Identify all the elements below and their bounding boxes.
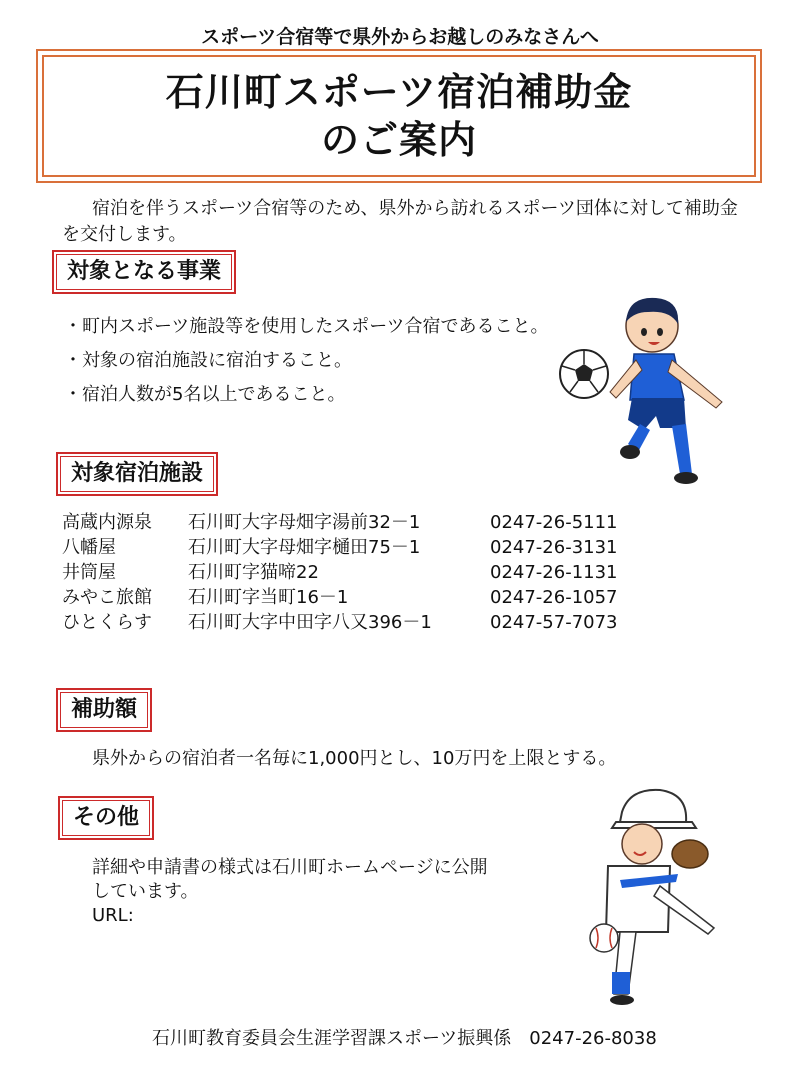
facility-name: 八幡屋 (62, 537, 116, 558)
list-item: ・対象の宿泊施設に宿泊すること。 (64, 350, 352, 371)
heading-amount-label: 補助額 (60, 692, 148, 728)
footer-contact: 石川町教育委員会生涯学習課スポーツ振興係 0247-26-8038 (152, 1028, 657, 1049)
facility-phone: 0247-26-1057 (490, 587, 618, 608)
table-row (62, 510, 618, 535)
facility-name: 高蔵内源泉 (62, 512, 152, 533)
table-row (62, 585, 618, 610)
title-line-1: 石川町スポーツ宿泊補助金 (165, 70, 633, 114)
facility-address: 石川町字猫啼22 (188, 562, 319, 583)
facility-phone: 0247-57-7073 (490, 612, 618, 633)
heading-amount (56, 688, 152, 732)
table-row (62, 560, 618, 585)
soccer-player-icon (552, 288, 752, 488)
target-business-list (64, 310, 604, 412)
heading-target-business-label: 対象となる事業 (56, 254, 232, 290)
facilities-table (62, 510, 618, 635)
other-line-2: しています。 (92, 881, 199, 902)
table-row (62, 535, 618, 560)
list-item: ・宿泊人数が5名以上であること。 (64, 384, 346, 405)
facility-name: みやこ旅館 (62, 587, 152, 608)
table-row (62, 610, 618, 635)
other-line-3: URL: (92, 905, 134, 926)
heading-facilities (56, 452, 218, 496)
heading-facilities-label: 対象宿泊施設 (60, 456, 214, 492)
amount-text: 県外からの宿泊者一名毎に1,000円とし、10万円を上限とする。 (92, 748, 617, 769)
facility-address: 石川町大字中田字八又396－1 (188, 612, 432, 633)
heading-other (58, 796, 154, 840)
facility-phone: 0247-26-5111 (490, 512, 618, 533)
facility-address: 石川町大字母畑字湯前32－1 (188, 512, 421, 533)
list-item: ・町内スポーツ施設等を使用したスポーツ合宿であること。 (64, 316, 549, 337)
other-text (92, 856, 552, 928)
baseball-pitcher-icon (550, 782, 720, 1012)
facility-name: 井筒屋 (62, 562, 116, 583)
other-line-1: 詳細や申請書の様式は石川町ホームページに公開 (92, 857, 488, 878)
facility-address: 石川町大字母畑字樋田75－1 (188, 537, 421, 558)
title-line-2: のご案内 (320, 118, 477, 162)
facility-address: 石川町字当町16－1 (188, 587, 349, 608)
heading-other-label: その他 (62, 800, 150, 836)
facility-phone: 0247-26-1131 (490, 562, 618, 583)
intro-paragraph: 宿泊を伴うスポーツ合宿等のため、県外から訪れるスポーツ団体に対して補助金を交付します。 (62, 198, 738, 245)
facility-name: ひとくらす (62, 612, 152, 633)
facility-phone: 0247-26-3131 (490, 537, 618, 558)
heading-target-business (52, 250, 236, 294)
subtitle: スポーツ合宿等で県外からお越しのみなさんへ (201, 26, 599, 48)
title-box (36, 49, 762, 183)
